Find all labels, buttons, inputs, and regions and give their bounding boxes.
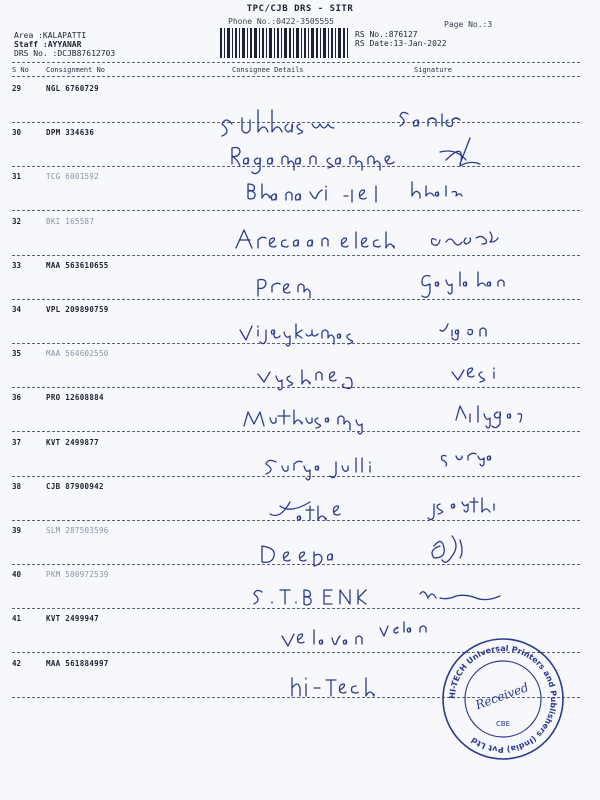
col-signature-header: Signature bbox=[414, 66, 452, 74]
page-number: Page No.:3 bbox=[444, 20, 493, 29]
row-divider bbox=[12, 166, 580, 167]
row-serial-number: 41 bbox=[12, 614, 22, 624]
divider bbox=[12, 76, 580, 77]
row-consignment-number: CJB 87900942 bbox=[46, 481, 104, 491]
row-serial-number: 37 bbox=[12, 437, 22, 447]
col-consignment-header: Consignment No bbox=[46, 66, 106, 74]
col-details-header: Consignee Details bbox=[232, 66, 304, 74]
row-consignment-number: NGL 6760729 bbox=[46, 84, 99, 93]
row-divider bbox=[12, 608, 580, 609]
row-serial-number: 29 bbox=[12, 84, 22, 93]
divider bbox=[12, 62, 580, 63]
row-consignment-number: VPL 209890759 bbox=[46, 305, 109, 314]
barcode-icon bbox=[220, 28, 348, 58]
company-seal-icon bbox=[440, 636, 566, 762]
row-consignment-number: PKM 500972539 bbox=[46, 570, 109, 580]
row-divider bbox=[12, 387, 580, 388]
row-divider bbox=[12, 255, 580, 256]
seal-city-text: CBE bbox=[495, 720, 511, 728]
row-consignment-number: TCG 6001592 bbox=[46, 172, 99, 182]
row-divider bbox=[12, 299, 580, 300]
drs-number: DRS No. :DCJB87612703 bbox=[14, 49, 116, 58]
row-consignment-number: MAA 563610655 bbox=[46, 260, 109, 270]
row-consignment-number: KVT 2499947 bbox=[46, 614, 99, 624]
phone-number: Phone No.:0422-3505555 bbox=[228, 17, 334, 26]
row-serial-number: 39 bbox=[12, 526, 22, 535]
row-serial-number: 36 bbox=[12, 393, 22, 403]
row-serial-number: 31 bbox=[12, 172, 22, 182]
document-title: TPC/CJB DRS - SITR bbox=[246, 4, 354, 14]
row-serial-number: 38 bbox=[12, 481, 22, 491]
row-consignment-number: MAA 564602550 bbox=[46, 349, 109, 359]
seal-outer-text: HI-TECH Universal Printers and Publishers (India) Pvt Ltd bbox=[447, 643, 559, 755]
col-sno-header: S No bbox=[12, 66, 29, 74]
row-divider bbox=[12, 431, 580, 432]
row-divider bbox=[12, 476, 580, 477]
row-serial-number: 42 bbox=[12, 658, 22, 668]
row-serial-number: 35 bbox=[12, 349, 22, 359]
row-divider bbox=[12, 564, 580, 565]
row-divider bbox=[12, 122, 580, 123]
staff-field: Staff :AYYANAR bbox=[14, 40, 82, 49]
row-consignment-number: KVT 2499877 bbox=[46, 437, 99, 447]
row-serial-number: 33 bbox=[12, 260, 22, 270]
row-consignment-number: SLM 287503596 bbox=[46, 526, 109, 535]
row-serial-number: 34 bbox=[12, 305, 22, 314]
rs-number: RS No.:876127 bbox=[355, 30, 418, 39]
row-consignment-number: MAA 561884997 bbox=[46, 658, 109, 668]
row-serial-number: 30 bbox=[12, 128, 22, 138]
row-serial-number: 32 bbox=[12, 216, 22, 226]
row-divider bbox=[12, 520, 580, 521]
row-consignment-number: PRO 12608884 bbox=[46, 393, 104, 403]
area-field: Area :KALAPATTI bbox=[14, 31, 87, 40]
seal-received-text: Received bbox=[473, 680, 531, 713]
row-consignment-number: BKI 165587 bbox=[46, 216, 95, 226]
row-divider bbox=[12, 343, 580, 344]
row-divider bbox=[12, 210, 580, 211]
rs-date: RS Date:13-Jan-2022 bbox=[355, 39, 447, 48]
row-serial-number: 40 bbox=[12, 570, 22, 580]
row-consignment-number: DPM 334636 bbox=[46, 128, 95, 138]
